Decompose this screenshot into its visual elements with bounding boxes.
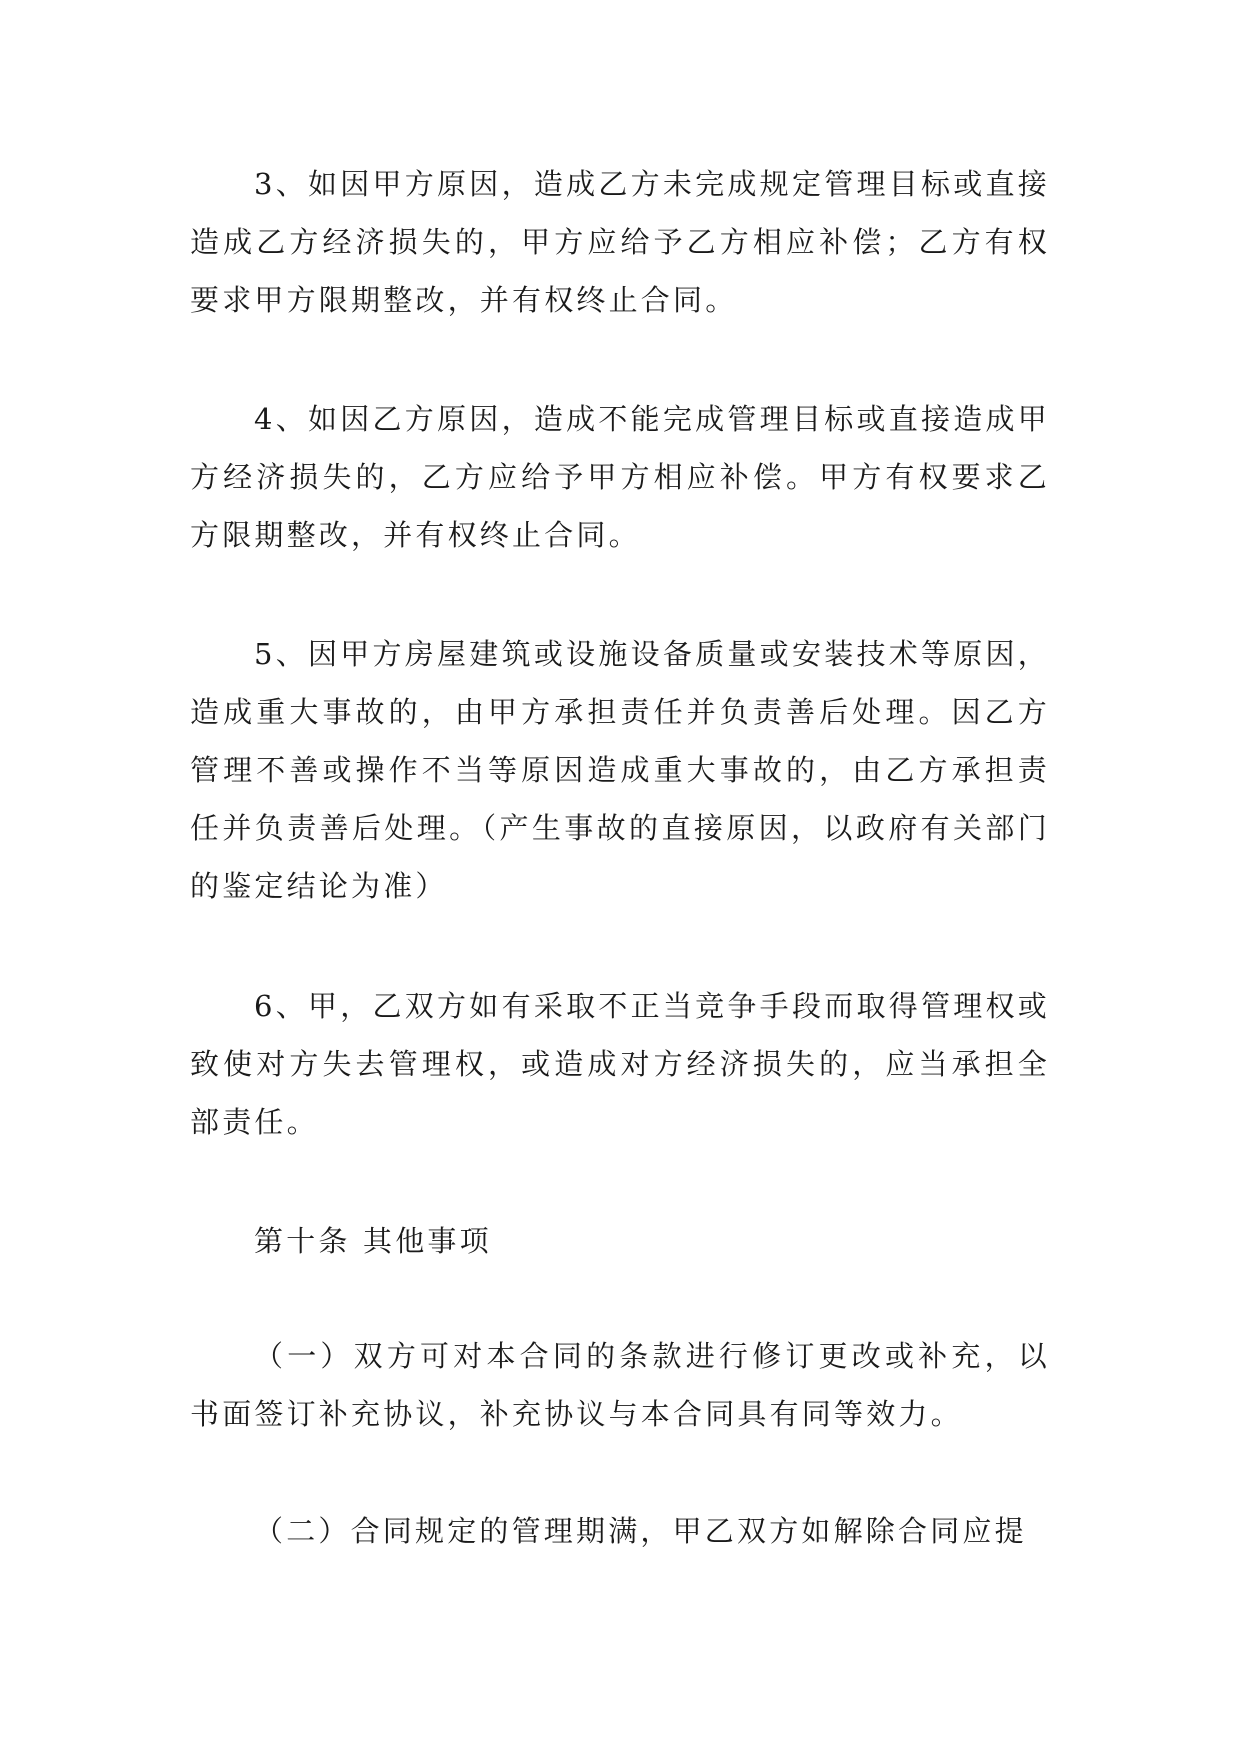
clause-6-paragraph: 6、甲，乙双方如有采取不正当竞争手段而取得管理权或致使对方失去管理权，或造成对方经济损失的，应当承担全部责任。 (190, 989, 1050, 1139)
clause-3-paragraph: 3、如因甲方原因，造成乙方未完成规定管理目标或直接造成乙方经济损失的，甲方应给予乙方相应补偿；乙方有权要求甲方限期整改，并有权终止合同。 (190, 167, 1050, 317)
article-10-heading: 第十条 其他事项 (254, 1224, 492, 1258)
sub-clause-2-paragraph: （二）合同规定的管理期满，甲乙双方如解除合同应提 (254, 1514, 1027, 1548)
sub-clause-1-paragraph: （一）双方可对本合同的条款进行修订更改或补充，以书面签订补充协议，补充协议与本合同具有同等效力。 (190, 1339, 1050, 1431)
clause-4-paragraph: 4、如因乙方原因，造成不能完成管理目标或直接造成甲方经济损失的，乙方应给予甲方相应补偿。甲方有权要求乙方限期整改，并有权终止合同。 (190, 402, 1050, 552)
clause-5-paragraph: 5、因甲方房屋建筑或设施设备质量或安装技术等原因，造成重大事故的，由甲方承担责任并负责善后处理。因乙方管理不善或操作不当等原因造成重大事故的，由乙方承担责任并负责善后处理。（产生事故的直接原因，以政府有关部门的鉴定结论为准） (190, 637, 1050, 903)
